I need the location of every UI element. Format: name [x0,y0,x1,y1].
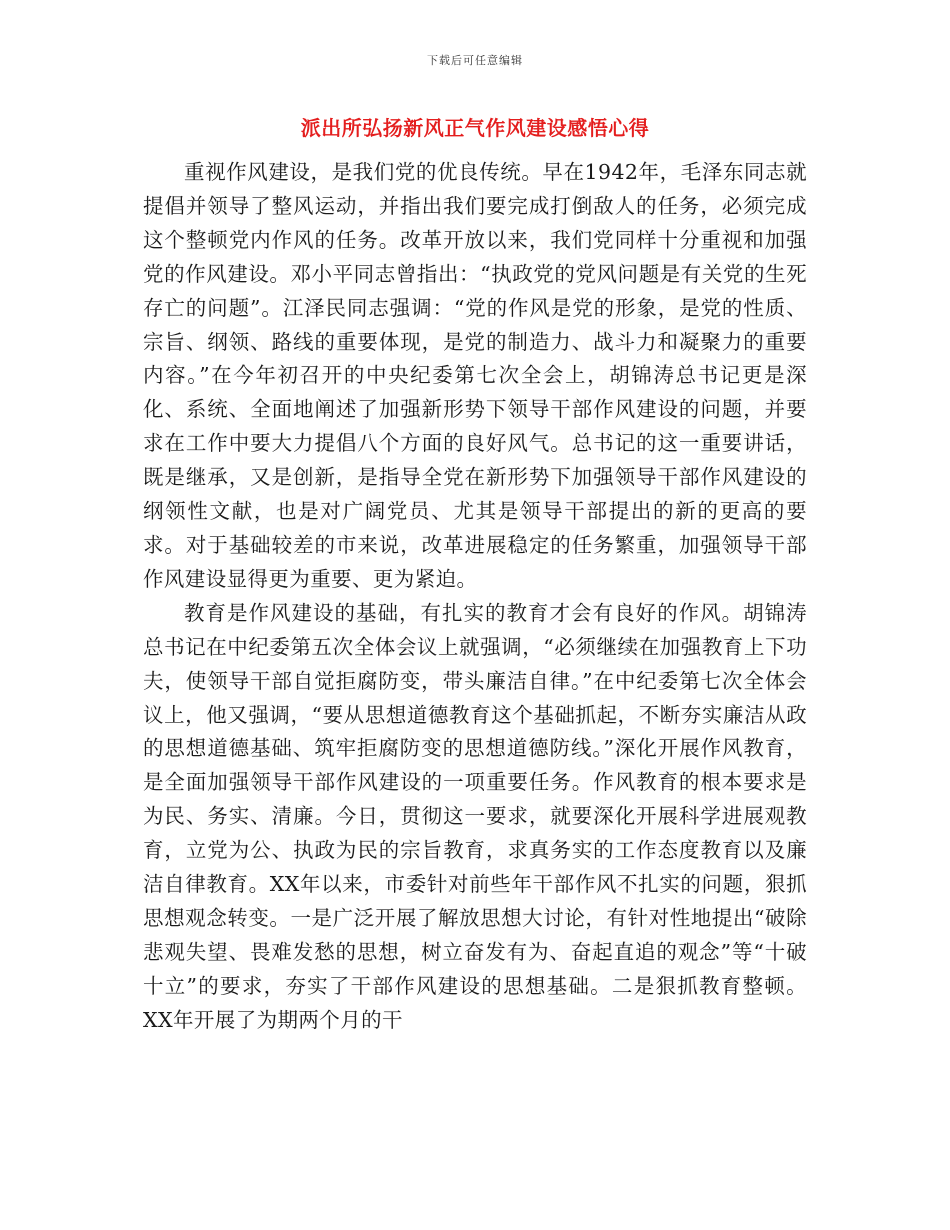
page-header-note: 下载后可任意编辑 [427,54,523,67]
body-paragraph: 重视作风建设，是我们党的优良传统。早在1942年，毛泽东同志就提倡并领导了整风运动，并指出我们要完成打倒敌人的任务，必须完成这个整顿党内作风的任务。改革开放以来，我们党同样十分重视和加强党的作风建设。邓小平同志曾指出：“执政党的党风问题是有关党的生死存亡的问题”。江泽民同志强调：“党的作风是党的形象，是党的性质、宗旨、纲领、路线的重要体现，是党的制造力、战斗力和凝聚力的重要内容。”在今年初召开的中央纪委第七次全会上，胡锦涛总书记更是深化、系统、全面地阐述了加强新形势下领导干部作风建设的问题，并要求在工作中要大力提倡八个方面的良好风气。总书记的这一重要讲话，既是继承，又是创新，是指导全党在新形势下加强领导干部作风建设的纲领性文献，也是对广阔党员、尤其是领导干部提出的新的更高的要求。对于基础较差的市来说，改革进展稳定的任务繁重，加强领导干部作风建设显得更为重要、更为紧迫。 [143,160,807,591]
document-body [143,156,807,1038]
document-title: 派出所弘扬新风正气作风建设感悟心得 [300,116,650,140]
body-paragraph: 教育是作风建设的基础，有扎实的教育才会有良好的作风。胡锦涛总书记在中纪委第五次全体会议上就强调，“必须继续在加强教育上下功夫，使领导干部自觉拒腐防变，带头廉洁自律。”在中纪委第七次全体会议上，他又强调，“要从思想道德教育这个基础抓起，不断夯实廉洁从政的思想道德基础、筑牢拒腐防变的思想道德防线。”深化开展作风教育，是全面加强领导干部作风建设的一项重要任务。作风教育的根本要求是为民、务实、清廉。今日，贯彻这一要求，就要深化开展科学进展观教育，立党为公、执政为民的宗旨教育，求真务实的工作态度教育以及廉洁自律教育。XX年以来，市委针对前些年干部作风不扎实的问题，狠抓思想观念转变。一是广泛开展了解放思想大讨论，有针对性地提出“破除悲观失望、畏难发愁的思想，树立奋发有为、奋起直追的观念”等“十破十立”的要求，夯实了干部作风建设的思想基础。二是狠抓教育整顿。XX年开展了为期两个月的干 [143,600,807,1032]
